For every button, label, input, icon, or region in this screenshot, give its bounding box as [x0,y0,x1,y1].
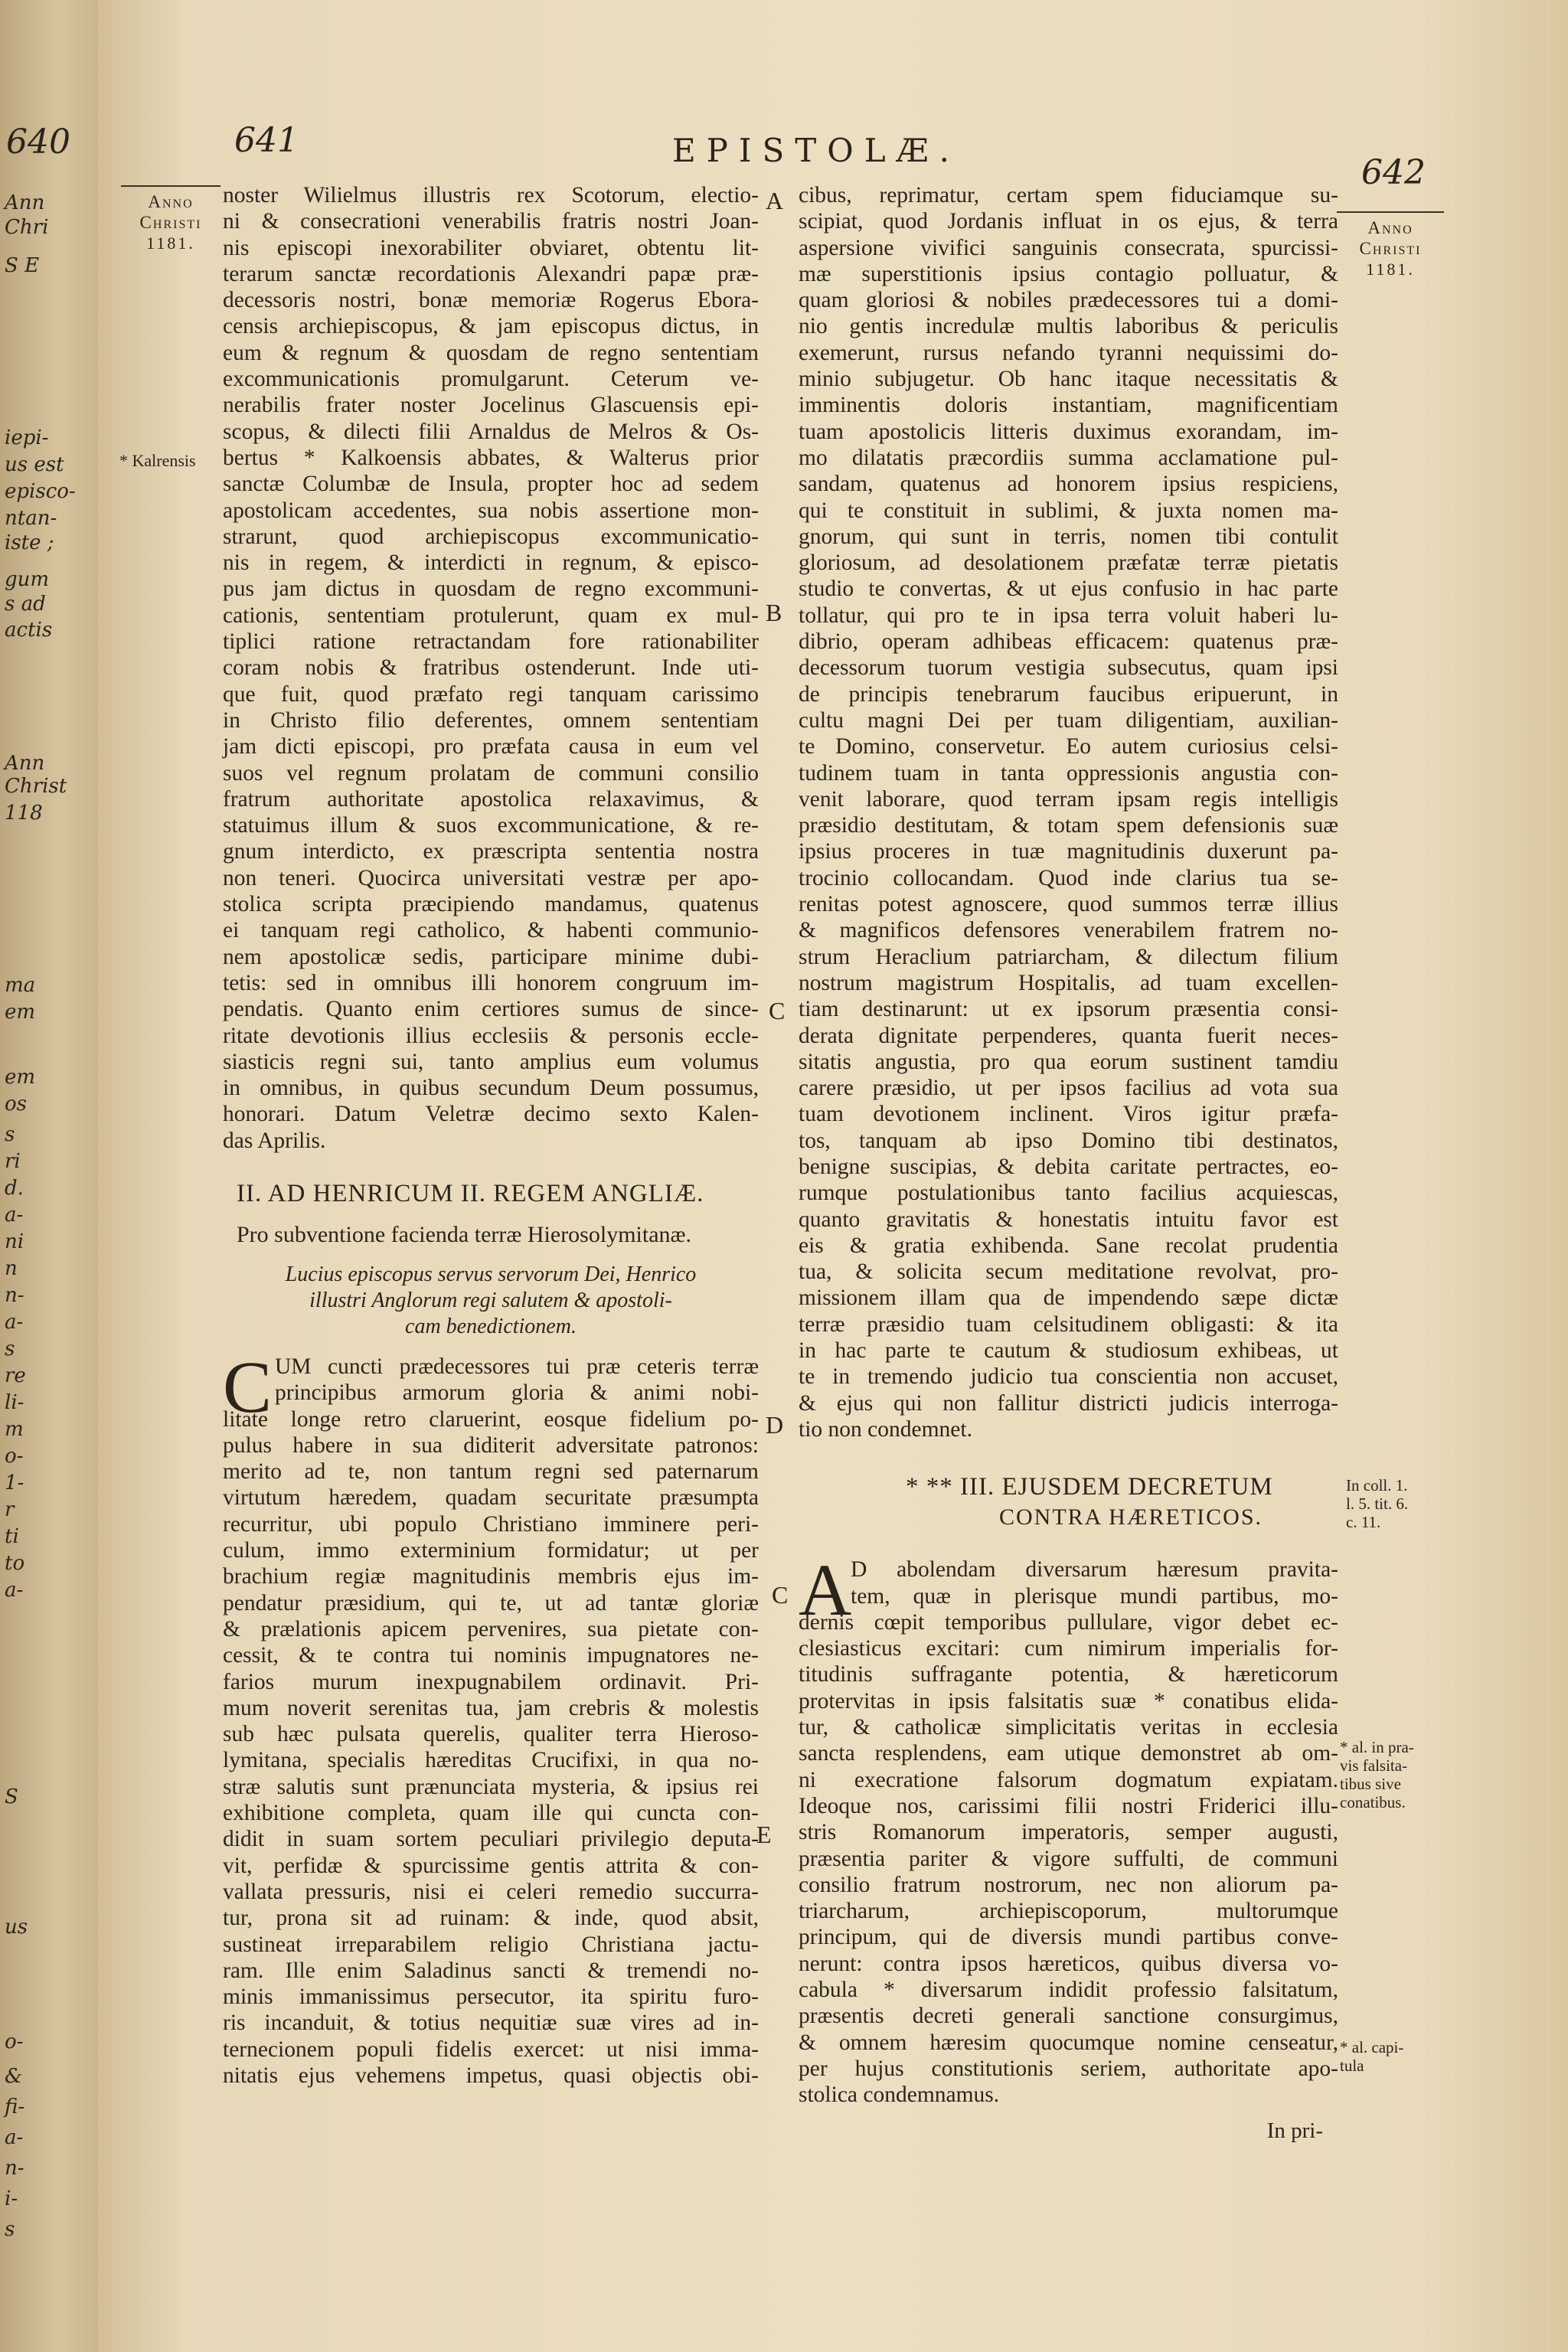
text-line: pus jam dictus in quosdam de regno excommuni- [223,577,759,602]
margin-note-line: tula [1340,2056,1364,2075]
text-line: scipiat, quod Jordanis influat in os ejus, & terra [799,209,1338,234]
sidebar-anno-christi-right [1337,211,1444,279]
previous-page-fragment: Ann [5,191,45,214]
text-line: præsidio destitutam, & totam spem defensionis suæ [799,813,1338,838]
text-line: das Aprilis. [223,1128,326,1153]
margin-letter-c-lower: C [772,1581,789,1609]
previous-page-fragment: iste ; [5,531,54,554]
text-line: tollatur, qui pro te in ipsa terra voluit haberi lu- [799,603,1338,628]
previous-page-fragment: a- [5,1311,24,1334]
previous-page-fragment: s [5,1123,15,1146]
text-line: noster Wilielmus illustris rex Scotorum, electio- [223,183,759,207]
text-line: strarunt, quod archiepiscopus excommunicatio- [223,524,759,549]
text-line: bertus * Kalkoensis abbates, & Walterus prior [223,445,759,470]
book-page [98,0,1568,2352]
margin-note-line: c. 11. [1346,1513,1381,1531]
sidebar-christi-label: Christi [1359,239,1422,258]
text-line: sandam, quatenus ad honorem ipsius respiciens, [799,472,1338,497]
previous-page-fragment: a- [5,2126,24,2149]
text-line: nerunt: contra ipsos hæreticos, quibus diversa vo- [799,1951,1338,1976]
previous-page-fragment: n- [5,2157,24,2180]
letter-ii-first-line [275,1354,759,1380]
previous-page-fragment: os [5,1093,27,1116]
text-line: tudinem tuam in tanta oppressionis angustia con- [799,760,1338,786]
previous-page-fragment: n- [5,1284,24,1307]
text-line: benigne suscipias, & debita caritate pertractes, eo- [799,1154,1338,1179]
margin-note-line: In coll. 1. [1346,1476,1408,1494]
text-line: tua, & solicita secum meditatione revolvat, pro- [799,1259,1338,1285]
text-line: mæ superstitionis ipsius contagio polluatur, & [799,261,1338,286]
sidebar-rule [1337,211,1444,213]
drop-cap-c: C [223,1345,273,1428]
letter-iii-heading: * ** III. EJUSDEM DECRETUM [906,1473,1273,1501]
letter-ii-indented-lines [275,1380,759,1406]
text-line: ei tanquam regi catholico, & habenti communio- [223,918,759,943]
previous-page-fragment: Christ [5,775,67,798]
sidebar-year: 1181. [1366,260,1415,279]
text-line: venit laborare, quod terram ipsam regis intelligis [799,786,1338,812]
letter-iii-subheading: CONTRA HÆRETICOS. [999,1504,1263,1530]
text-line: triarcharum, archiepiscoporum, multorumque [799,1899,1338,1924]
text-line: in omnibus, in quibus secundum Deum possumus, [223,1076,759,1101]
right-column [799,182,1338,2144]
text-line: minio subjugetur. Ob hanc itaque necessitatis & [799,367,1338,392]
text-line: cessit, & te contra tui nominis impugnatores ne- [223,1643,759,1668]
previous-page-fragment: m [5,1418,24,1441]
previous-page-fragment: gum [5,568,50,591]
previous-page-fragment: S E [5,254,40,277]
catchword: In pri- [1266,2118,1323,2144]
left-column-text-part1 [223,182,759,1154]
previous-page-fragment: a- [5,1204,24,1227]
text-line: stolica condemnamus. [799,2082,1000,2108]
previous-page-fragment: ma [5,974,36,997]
text-line: nostrum magistrum Hospitalis, ad tuam excellen- [799,970,1338,995]
text-line: qui te constituit in sublimi, & juxta nomen ma- [799,498,1338,523]
text-line: consilio fratrum nostrorum, nec non aliorum pa- [799,1872,1338,1897]
text-line: & prælationis apicem pervenires, sua pietate con- [223,1616,759,1642]
text-line: exhibitione completa, quam ille qui cuncta con- [223,1801,759,1826]
text-line: excommunicationis promulgarunt. Ceterum ve- [223,367,759,392]
previous-page-fragment: ri [5,1150,21,1173]
previous-page-fragment: iepi- [5,426,49,449]
page-number-641: 641 [234,121,299,160]
text-line: quam gloriosi & nobiles prædecessores tui a domi- [799,288,1338,313]
margin-note-kalrensis: * Kalrensis [119,451,196,470]
text-line: nio gentis incredulæ multis laboribus & periculis [799,314,1338,339]
previous-page-fragment: s ad [5,593,46,616]
text-line: statuimus illum & suos excommunicatione, & re- [223,813,759,838]
margin-note-line: * al. in pra- [1340,1738,1414,1756]
previous-page-edge [0,0,100,2352]
margin-note-line: tibus sive [1340,1775,1401,1793]
previous-page-fragment: & [5,2065,23,2088]
previous-page-fragment: r [5,1498,15,1521]
text-line: stolica scripta præcipiendo mandamus, quatenus [223,892,759,917]
text-line: brachium regiæ magnitudinis membris ejus im- [223,1564,759,1589]
text-line: cationis, sententiam protulerunt, quam ex mul- [223,603,759,628]
text-line: præsentis decreti generali sanctione consurgimus, [799,2004,1338,2029]
text-line: eis & gratia exhibenda. Sane recolat prudentia [799,1233,1338,1258]
text-line: quanto gravitatis & honestatis intuitu favor est [799,1207,1338,1232]
text-line: titudinis suffragante potentia, & hæreticorum [799,1662,1338,1687]
text-line: sancta resplendens, eam utique demonstret ab om- [799,1741,1338,1766]
text-line: nis in regem, & interdicti in regnum, & episco- [223,550,759,576]
text-line: didit in suam sortem peculiari privilegio deputa- [223,1827,759,1852]
sidebar-anno-christi-left [121,185,220,253]
text-line: stris Romanorum imperatoris, semper augusti, [799,1820,1338,1845]
margin-note-in-coll [1346,1476,1408,1531]
text-line: lymitana, specialis hæreditas Crucifixi, in qua no- [223,1748,759,1773]
text-line: de principis tenebrarum faucibus eripuerunt, in [799,681,1338,707]
text-line: D abolendam diversarum hæresum pravita- [851,1557,1338,1583]
text-line: ni & consecrationi venerabilis fratris nostri Joan- [223,209,759,234]
text-line: que fuit, quod præfato regi tanquam carissimo [223,681,759,707]
text-line: cultu magni Dei per tuam diligentiam, auxilian- [799,707,1338,733]
text-line: sitatis angustia, pro qua eorum sustinent tamdiu [799,1049,1338,1074]
text-line: protervitas in ipsis falsitatis suæ * conatibus elida- [799,1688,1338,1713]
text-line: mum noverit serenitas tua, jam crebris & molestis [223,1695,759,1720]
text-line: tiam destinarunt: ut ex ipsorum præsentia consi- [799,997,1338,1022]
text-line: sanctæ Columbæ de Insula, propter hoc ad sedem [223,472,759,497]
previous-page-fragment: to [5,1552,25,1575]
text-line: farios murum inexpugnabilem ordinavit. Pri- [223,1669,759,1694]
previous-page-fragment: i- [5,2187,18,2210]
previous-page-fragment: Ann [5,752,45,775]
text-line: clesiasticus excitari: cum nimirum imperialis for- [799,1636,1338,1661]
previous-page-fragment: d. [5,1177,24,1200]
text-line: trocinio collocandam. Quod inde clarius tua se- [799,865,1338,890]
letter-iii-text [799,1609,1338,2109]
text-line: pulus habere in sua diditerit adversitate patronos: [223,1432,759,1458]
text-line: per hujus constitutionis seriem, authoritate apo- [799,2056,1338,2081]
text-line: ritate devotionis illius ecclesiis & personis eccle- [223,1023,759,1048]
address-line: cam benedictionem. [405,1314,577,1338]
text-line: pendatis. Quanto enim certiores sumus de since- [223,997,759,1022]
text-line: nem apostolicæ sedis, participare minime dubi- [223,944,759,969]
previous-page-fragment: 118 [5,802,43,825]
text-line: nis episcopi inexorabiliter obviaret, obtentu lit- [223,235,759,260]
text-line: tem, quæ in plerisque mundi partibus, mo- [851,1583,1338,1609]
text-line: recurritur, ubi populo Christiano imminere peri- [223,1511,759,1537]
margin-note-line: vis falsita- [1340,1756,1408,1775]
previous-page-fragment: o- [5,2030,24,2053]
margin-note-line: * al. capi- [1340,2038,1404,2056]
margin-letter-b: B [766,599,782,626]
margin-note-al-capitula [1340,2038,1403,2075]
text-line: siasticis regni sui, tanto amplius eum volumus [223,1049,759,1074]
previous-page-fragment: em [5,1066,36,1089]
sidebar-rule [121,185,220,187]
margin-note-al-falsitatibus [1340,1738,1414,1811]
previous-page-fragment: ntan- [5,507,57,530]
text-line: principibus armorum gloria & animi nobi- [275,1380,759,1406]
letter-ii-heading: II. AD HENRICUM II. REGEM ANGLIÆ. [237,1179,704,1207]
text-line: censis archiepiscopus, & jam episcopus dictus, in [223,314,759,339]
letter-iii-body [799,1549,1338,2108]
text-line: fratrum authoritate apostolica relaxavimus, & [223,786,759,812]
text-line: derata dignitate perpenderes, quanta fuerit neces- [799,1023,1338,1048]
text-line: Ideoque nos, carissimi filii nostri Friderici illu- [799,1793,1338,1818]
text-line: dibrio, operam adhibeas efficacem: quatenus præ- [799,629,1338,655]
text-line: pendatur præsidium, qui te, ut ad tantæ gloriæ [223,1590,759,1615]
letter-iii-indented-lines [851,1583,1338,1609]
previous-page-fragment: actis [5,619,53,642]
text-line: terræ præsidio tuam celsitudinem obligasti: & ita [799,1312,1338,1337]
letter-iii-first-line [851,1557,1338,1583]
text-line: sub hæc pulsata querelis, qualiter terra Hieroso- [223,1722,759,1747]
previous-page-fragment: S [5,1785,18,1808]
previous-page-fragment: a- [5,1579,24,1602]
text-line: terarum sanctæ recordationis Alexandri papæ præ- [223,261,759,286]
address-line: Lucius episcopus servus servorum Dei, Henrico [285,1262,697,1286]
text-line: dernis cœpit temporibus pullulare, vigor debet ec- [799,1609,1338,1635]
text-line: cibus, reprimatur, certam spem fiduciamque su- [799,183,1338,207]
text-line: tur, & catholicæ simplicitatis veritas in ecclesia [799,1715,1338,1740]
margin-note-line: conatibus. [1340,1793,1406,1811]
text-line: in hac parte te cautum & studiosum exhibeas, ut [799,1338,1338,1364]
text-line: ni execratione falsorum dogmatum expiatam. [799,1767,1338,1792]
text-line: vallata pressuris, nisi ei celeri remedio succurra- [223,1879,759,1904]
text-line: in Christo filio deferentes, omnem sententiam [223,707,759,733]
previous-page-fragment: li- [5,1391,24,1414]
letter-ii-address [223,1262,759,1340]
text-line: tetis: sed in omnibus illi honorem congruum im- [223,970,759,995]
text-line: decessorum tuorum vestigia subsecutus, quam ipsi [799,655,1338,681]
text-line: præsentia pariter & vigore suffulti, de communi [799,1846,1338,1871]
text-line: principum, qui de diversis mundi partibus conve- [799,1925,1338,1950]
previous-page-fragment: ti [5,1525,19,1548]
text-line: gnorum, qui sunt in terris, nomen tibi contulit [799,524,1338,549]
text-line: renitas potest agnoscere, quod summos terræ illius [799,892,1338,917]
text-line: virtutum hæredem, quadam securitate præsumpta [223,1485,759,1511]
text-line: tur, prona sit ad ruinam: & inde, quod absit, [223,1906,759,1931]
text-line: ipsius proceres in tuæ magnitudinis duxerunt pa- [799,839,1338,864]
text-line: & magnificos defensores venerabilem fratrem no- [799,918,1338,943]
margin-letter-e: E [756,1821,772,1848]
text-line: jam dicti episcopi, pro præfata causa in eum vel [223,734,759,760]
previous-page-fragment: us [5,1916,28,1939]
letter-ii-text [223,1406,759,2089]
margin-letter-a: A [766,187,784,214]
previous-page-fragment: ni [5,1230,24,1253]
text-line: merito ad te, non tantum regni sed paternarum [223,1459,759,1485]
previous-page-number: 640 [6,122,70,162]
text-line: scopus, & dilecti filii Arnaldus de Melros & Os- [223,419,759,444]
running-title: EPISTOLÆ. [672,132,961,169]
text-line: stræ salutis sunt prænunciata mysteria, & ipsius rei [223,1774,759,1799]
previous-page-fragment: us est [5,453,64,476]
text-line: exemerunt, rursus nefando tyranni nequissimi do- [799,340,1338,365]
previous-page-fragment: s [5,2218,15,2241]
letter-ii-subheading: Pro subventione facienda terræ Hierosolymitanæ. [237,1221,692,1247]
previous-page-fragment: n [5,1257,18,1280]
text-line: te in tremendo judicio tua conscientia non accuset, [799,1364,1338,1390]
previous-page-fragment: o- [5,1445,24,1468]
text-line: culum, immo exterminium formidatur; ut per [223,1538,759,1563]
text-line: decessoris nostri, bonæ memoriæ Rogerus Ebora- [223,288,759,313]
text-line: gloriosum, ad desolationem præfatæ terræ pietatis [799,550,1338,576]
drop-cap-a: A [799,1549,852,1632]
right-column-text-part1 [799,182,1338,1442]
sidebar-year: 1181. [146,234,195,253]
text-line: gnum interdicto, ex præscripta sententia nostra [223,839,759,864]
text-line: carere præsidio, ut per ipsos facilius ad vota sua [799,1076,1338,1101]
text-line: tiplici ratione retractandam fore rationabiliter [223,629,759,655]
page-number-642: 642 [1361,153,1426,192]
previous-page-fragment: Chri [5,216,49,239]
text-line: ternecionem populi fidelis exercet: ut nisi imma- [223,2037,759,2062]
text-line: strum Heraclium patriarcham, & dilectum filium [799,944,1338,969]
text-line: litate longe retro claruerint, eosque fidelium po- [223,1406,759,1432]
text-line: & omnem hæresim quocumque nomine censeatur, [799,2030,1338,2055]
sidebar-christi-label: Christi [139,213,202,232]
text-line: tio non condemnet. [799,1416,972,1442]
text-line: ram. Ille enim Saladinus sancti & tremendi no- [223,1958,759,1983]
previous-page-fragment: em [5,1001,36,1024]
text-line: aspersione vivifici sanguinis consecrata, spurcissi- [799,235,1338,260]
text-line: rumque postulationibus tanto facilius acquiescas, [799,1181,1338,1206]
text-line: cabula * diversarum indidit professio falsitatum, [799,1978,1338,2002]
text-line: UM cuncti prædecessores tui præ ceteris terræ [275,1354,759,1379]
text-line: te Domino, conservetur. Eo autem curiosius celsi- [799,734,1338,760]
address-line: illustri Anglorum regi salutem & apostoli- [309,1288,672,1312]
previous-page-fragment: 1- [5,1472,24,1494]
text-line: tuam apostolicis litteris duximus exorandam, im- [799,419,1338,444]
sidebar-anno-label: Anno [148,192,194,211]
margin-note-line: l. 5. tit. 6. [1346,1494,1409,1513]
text-line: & ejus qui non fallitur districti judicis interroga- [799,1390,1338,1416]
text-line: mo dilatatis præcordiis summa acclamatione pul- [799,445,1338,470]
text-line: imminentis doloris instantiam, magnificentiam [799,393,1338,418]
text-line: minis immanissimus persecutor, ita spiritu furo- [223,1984,759,2010]
text-line: missionem illam qua de impendendo sæpe dictæ [799,1285,1338,1311]
text-line: non teneri. Quocirca universitati vestræ per apo- [223,865,759,890]
text-line: sustineat irreparabilem religio Christiana jactu- [223,1932,759,1957]
text-line: nitatis ejus vehemens impetus, quasi objectis obi- [223,2063,759,2088]
previous-page-fragment: s [5,1338,15,1361]
text-line: honorari. Datum Veletræ decimo sexto Kalen- [223,1102,759,1127]
text-line: nerabilis frater noster Jocelinus Glascuensis epi- [223,393,759,418]
text-line: suos vel regnum prolatam de communi consilio [223,760,759,786]
previous-page-fragment: re [5,1364,26,1387]
text-line: tuam devotionem inclinent. Viros igitur præfa- [799,1102,1338,1127]
text-line: ris incanduit, & totius nequitiæ suæ vires ad in- [223,2011,759,2036]
margin-letter-c: C [769,997,786,1024]
text-line: vit, perfidæ & spurcissime gentis attrita & con- [223,1853,759,1878]
previous-page-fragment: episco- [5,480,76,503]
previous-page-fragment: fi- [5,2096,25,2118]
text-line: coram nobis & fratribus ostenderunt. Inde uti- [223,655,759,681]
letter-ii-body [223,1345,759,2089]
text-line: apostolicam accedentes, sua nobis assertione mon- [223,498,759,523]
margin-letter-d: D [766,1411,784,1439]
left-column [223,182,759,2089]
text-line: tos, tanquam ab ipso Domino tibi destinatos, [799,1128,1338,1153]
text-line: eum & regnum & quosdam de regno sententiam [223,340,759,365]
text-line: studio te convertas, & ut ejus confusio in hac parte [799,577,1338,602]
sidebar-anno-label: Anno [1367,218,1413,237]
